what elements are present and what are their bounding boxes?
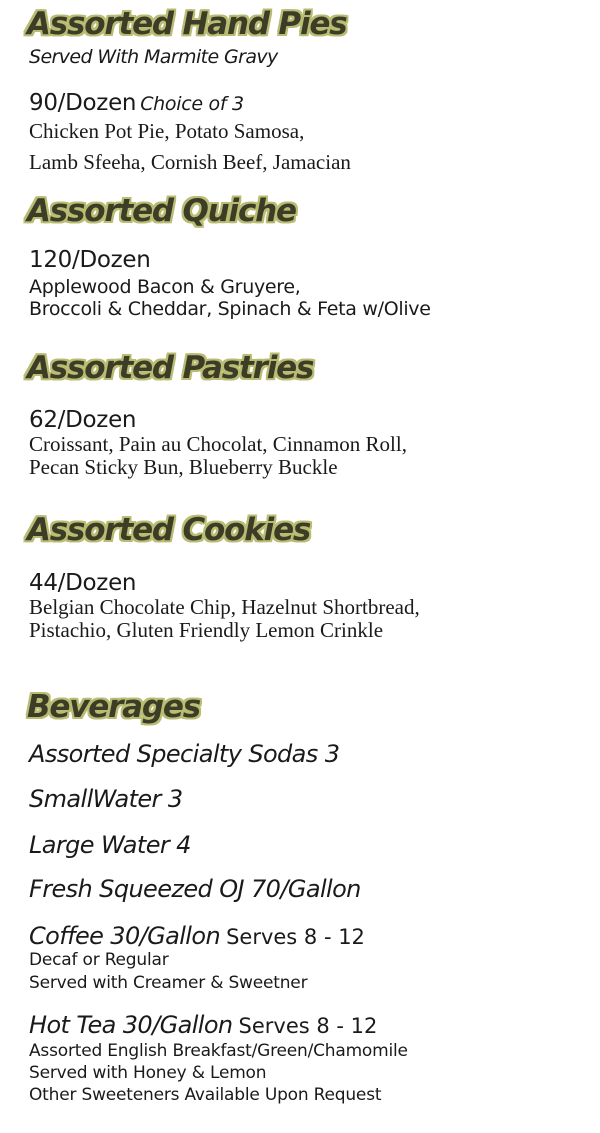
pastries-line-2: Pecan Sticky Bun, Blueberry Buckle <box>29 455 338 479</box>
coffee-note-2: Served with Creamer & Sweetner <box>29 973 308 993</box>
hand-pies-subtitle: Served With Marmite Gravy <box>29 46 278 68</box>
pastries-heading: Assorted Pastries <box>27 350 314 386</box>
hot-tea-note-3: Other Sweeteners Available Upon Request <box>29 1085 382 1105</box>
hand-pies-choice-note: Choice of 3 <box>140 93 244 115</box>
coffee-serves: Serves 8 - 12 <box>226 925 365 949</box>
pastries-price: 62/Dozen <box>29 407 137 433</box>
beverage-coffee <box>29 924 365 948</box>
quiche-line-2: Broccoli & Cheddar, Spinach & Feta w/Olive <box>29 298 431 320</box>
cookies-price: 44/Dozen <box>29 570 137 596</box>
beverage-sodas: Assorted Specialty Sodas 3 <box>29 740 340 768</box>
hot-tea-note-1: Assorted English Breakfast/Green/Chamomile <box>29 1041 408 1061</box>
beverage-orange-juice: Fresh Squeezed OJ 70/Gallon <box>29 875 361 903</box>
coffee-note-1: Decaf or Regular <box>29 950 169 970</box>
coffee-name: Coffee 30/Gallon <box>29 922 221 950</box>
hot-tea-serves: Serves 8 - 12 <box>238 1014 378 1038</box>
quiche-heading: Assorted Quiche <box>27 193 296 229</box>
hot-tea-note-2: Served with Honey & Lemon <box>29 1063 267 1083</box>
cookies-heading: Assorted Cookies <box>27 512 311 548</box>
hand-pies-line-2: Lamb Sfeeha, Cornish Beef, Jamacian <box>29 150 351 174</box>
hand-pies-line-1: Chicken Pot Pie, Potato Samosa, <box>29 119 305 143</box>
beverage-large-water: Large Water 4 <box>29 831 191 859</box>
quiche-line-1: Applewood Bacon & Gruyere, <box>29 276 301 298</box>
quiche-price: 120/Dozen <box>29 247 151 273</box>
cookies-line-2: Pistachio, Gluten Friendly Lemon Crinkle <box>29 618 384 642</box>
beverage-hot-tea <box>29 1013 377 1037</box>
pastries-line-1: Croissant, Pain au Chocolat, Cinnamon Roll, <box>29 432 407 456</box>
hand-pies-price-value: 90/Dozen <box>29 90 137 116</box>
hot-tea-name: Hot Tea 30/Gallon <box>29 1011 233 1039</box>
beverages-heading: Beverages <box>27 689 200 725</box>
hand-pies-price <box>29 92 244 115</box>
hand-pies-heading: Assorted Hand Pies <box>27 6 347 42</box>
cookies-line-1: Belgian Chocolate Chip, Hazelnut Shortbread, <box>29 595 420 619</box>
beverage-small-water: SmallWater 3 <box>29 785 183 813</box>
